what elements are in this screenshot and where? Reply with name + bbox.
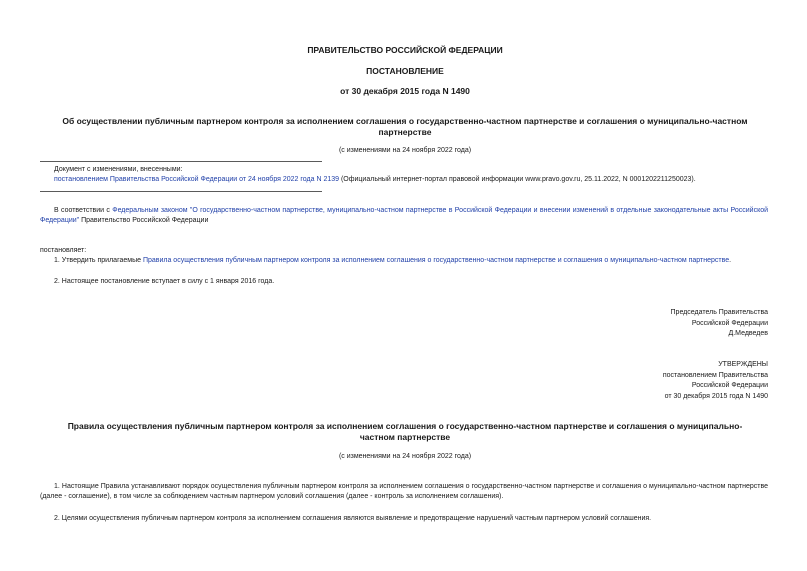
rules-amendments-note: (с изменениями на 24 ноября 2022 года): [338, 453, 472, 460]
item-1-suffix: .: [729, 257, 732, 264]
divider-bottom: [40, 191, 322, 192]
doc-title-line-1: Об осуществлении публичным партнером контроля за исполнением соглашения о государственно-частном партнерстве и соглашения о муниципально-частном: [62, 116, 748, 126]
signature-line-3: Д.Медведев: [728, 330, 768, 337]
changes-label: Документ с изменениями, внесенными:: [54, 166, 183, 173]
rules-link[interactable]: Правила осуществления публичным партнером контроля за исполнением соглашения о государственно-частном партнерстве и соглашения о муниципально-частном партнерстве: [142, 257, 730, 264]
signature-block: [671, 308, 768, 340]
federal-law-link[interactable]: Федеральным законом "О государственно-частном партнерстве, муниципально-частном партнерстве в Российской Федерации и внесении изменений в отдельные законодательные акты Российской Федерации": [40, 207, 769, 224]
decides-text: постановляет:: [40, 247, 87, 254]
approved-block: [663, 360, 768, 402]
item-1-prefix: 1. Утвердить прилагаемые: [54, 257, 143, 264]
doc-title-line-2: партнерстве: [378, 127, 432, 137]
preamble-prefix: В соответствии с: [54, 207, 113, 214]
signature-line-2: Российской Федерации: [691, 319, 768, 327]
changes-source: (Официальный интернет-портал правовой информации www.pravo.gov.ru, 25.11.2022, N 0001202211250023).: [339, 176, 696, 183]
signature-line-1: Председатель Правительства: [670, 309, 768, 316]
divider-top: [40, 161, 322, 162]
rules-paragraph-1: 1. Настоящие Правила устанавливают порядок осуществления публичным партнером контроля за исполнением соглашения о государственно-частном партнерстве и соглашения о муниципально-частном партнерстве (далее - соглашение), в том числе за соблюдением частным партнером условий соглашения (далее - контроль за исполнением соглашения).: [40, 483, 768, 500]
approved-line-1: УТВЕРЖДЕНЫ: [718, 361, 768, 368]
item-1: [54, 256, 770, 266]
approved-line-3: Российской Федерации: [691, 382, 768, 389]
item-2: 2. Настоящее постановление вступает в силу с 1 января 2016 года.: [54, 278, 275, 285]
government-heading: ПРАВИТЕЛЬСТВО РОССИЙСКОЙ ФЕДЕРАЦИИ: [307, 45, 503, 55]
doc-amendments-note: (с изменениями на 24 ноября 2022 года): [338, 147, 472, 154]
changes-link[interactable]: постановлением Правительства Российской Федерации от 24 ноября 2022 года N 2139: [54, 176, 340, 183]
preamble-paragraph: [40, 206, 768, 226]
approved-line-4: от 30 декабря 2015 года N 1490: [664, 392, 768, 400]
doc-title: [40, 116, 770, 138]
rules-title-line-1: Правила осуществления публичным партнером контроля за исполнением соглашения о государственно-частном партнерстве и соглашения о муниципально-: [67, 421, 743, 431]
rules-title-line-2: частном партнерстве: [359, 432, 451, 442]
changes-entry: [54, 175, 774, 185]
approved-line-2: постановлением Правительства: [662, 371, 768, 379]
doc-date-number: от 30 декабря 2015 года N 1490: [340, 86, 470, 96]
preamble-suffix: Правительство Российской Федерации: [79, 217, 209, 224]
rules-title: [40, 421, 770, 443]
doc-type-heading: ПОСТАНОВЛЕНИЕ: [366, 66, 444, 76]
rules-paragraph-2: 2. Целями осуществления публичным партнером контроля за исполнением соглашения являются выявление и предотвращение нарушений частным партнером условий соглашения.: [54, 515, 652, 522]
